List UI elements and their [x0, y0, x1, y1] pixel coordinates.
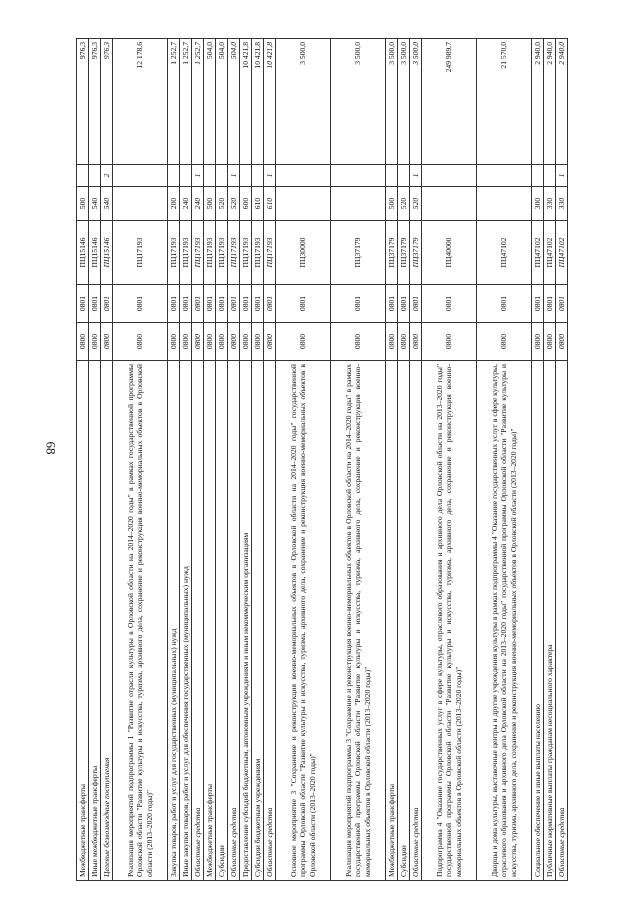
expense-type-code: [477, 187, 532, 221]
target-article-code: ПЦ17193: [264, 221, 276, 285]
row-name: Областные средства: [556, 361, 568, 881]
section-code: 0800: [216, 323, 228, 361]
row-name: Основное мероприятие 3 "Сохранение и реконструкция военно-мемориальных объектов в Орловской области на 2014–2020 годы" государственной программы Орловской области "Развитие культуры и искусства, туризма, архивного дела, сохранение и реконструкция военно-мемориальных объектов в Орловской области (2013–2020 годы)": [276, 361, 331, 881]
expense-type-code: 520: [228, 187, 240, 221]
table-row: [398, 39, 410, 881]
section-code: 0800: [228, 323, 240, 361]
table-row: [77, 39, 89, 881]
row-name: Субсидии бюджетным учреждениям: [252, 361, 264, 881]
amount: 1 252,7: [192, 39, 204, 165]
row-name: Областные средства: [228, 361, 240, 881]
target-article-code: ПЦ47102: [556, 221, 568, 285]
section-code: 0800: [180, 323, 192, 361]
expense-type-code: [331, 187, 386, 221]
section-code: 0800: [240, 323, 252, 361]
expense-type-code: 600: [240, 187, 252, 221]
source-code: [240, 165, 252, 187]
expense-type-code: 330: [544, 187, 556, 221]
row-name: Межбюджетные трансферты: [77, 361, 89, 881]
section-code: 0800: [556, 323, 568, 361]
target-article-code: ПЦ15146: [89, 221, 101, 285]
row-name: Иные межбюджетные трансферты: [89, 361, 101, 881]
row-name: Реализация мероприятий подпрограммы 3 "Сохранение и реконструкция военно-мемориальных объектов в Орловской области на 2014–2020 годы" в рамках государственной программы Орловской области "Развитие культуры и искусства, туризма, архивного дела, сохранение и реконструкция военно-мемориальных объектов в Орловской области (2013–2020 годы)": [331, 361, 386, 881]
table-row: [264, 39, 276, 881]
table-row: [410, 39, 422, 881]
row-name: Областные средства: [410, 361, 422, 881]
amount: 504,0: [204, 39, 216, 165]
row-name: Областные средства: [192, 361, 204, 881]
section-code: 0800: [331, 323, 386, 361]
target-article-code: ПЦ47102: [477, 221, 532, 285]
subsection-code: 0801: [422, 285, 477, 323]
expense-type-code: 200: [168, 187, 180, 221]
row-name: Субсидии: [216, 361, 228, 881]
amount: 3 500,0: [386, 39, 398, 165]
section-code: 0800: [386, 323, 398, 361]
subsection-code: 0801: [544, 285, 556, 323]
target-article-code: ПЦ40000: [422, 221, 477, 285]
target-article-code: ПЦ17193: [192, 221, 204, 285]
row-name: Публичные нормативные выплаты гражданам несоциального характера: [544, 361, 556, 881]
expense-type-code: 610: [252, 187, 264, 221]
section-code: 0800: [398, 323, 410, 361]
expense-type-code: 520: [410, 187, 422, 221]
subsection-code: 0801: [240, 285, 252, 323]
amount: 249 989,7: [422, 39, 477, 165]
amount: 1 252,7: [168, 39, 180, 165]
source-code: [204, 165, 216, 187]
subsection-code: 0801: [192, 285, 204, 323]
target-article-code: ПЦ17193: [240, 221, 252, 285]
amount: 10 421,8: [264, 39, 276, 165]
target-article-code: ПЦ17193: [113, 221, 168, 285]
row-name: Иные закупки товаров, работ и услуг для обеспечения государственных (муниципальных) нужд: [180, 361, 192, 881]
source-code: [532, 165, 544, 187]
target-article-code: ПЦ37179: [331, 221, 386, 285]
source-code: [331, 165, 386, 187]
row-name: Областные средства: [264, 361, 276, 881]
row-name: Подпрограмма 4 "Оказание государственных услуг в сфере культуры, отраслевого образования и архивного дела Орловской области на 2013–2020 годы" государственной программы Орловской области "Развитие культуры и искусства, туризма, архивного дела, сохранение и реконструкция военно-мемориальных объектов в Орловской области (2013–2020 годы)": [422, 361, 477, 881]
table-row: [192, 39, 204, 881]
source-code: [168, 165, 180, 187]
source-code: 2: [101, 165, 113, 187]
row-name: Целевые безвозмездные поступления: [101, 361, 113, 881]
section-code: 0800: [168, 323, 180, 361]
expense-type-code: [276, 187, 331, 221]
table-row: [89, 39, 101, 881]
table-row: [477, 39, 532, 881]
table-row: [276, 39, 331, 881]
section-code: 0800: [77, 323, 89, 361]
subsection-code: 0801: [264, 285, 276, 323]
source-code: [216, 165, 228, 187]
section-code: 0800: [276, 323, 331, 361]
subsection-code: 0801: [252, 285, 264, 323]
row-name: Социальное обеспечение и иные выплаты населению: [532, 361, 544, 881]
table-row: [216, 39, 228, 881]
expense-type-code: 520: [216, 187, 228, 221]
target-article-code: ПЦ37179: [386, 221, 398, 285]
subsection-code: 0801: [216, 285, 228, 323]
source-code: [276, 165, 331, 187]
subsection-code: 0801: [532, 285, 544, 323]
subsection-code: 0801: [410, 285, 422, 323]
source-code: [422, 165, 477, 187]
table-row: [101, 39, 113, 881]
amount: 2 940,0: [532, 39, 544, 165]
target-article-code: ПЦ17193: [252, 221, 264, 285]
source-code: 1: [556, 165, 568, 187]
amount: 12 178,6: [113, 39, 168, 165]
table-row: [168, 39, 180, 881]
amount: 504,0: [228, 39, 240, 165]
amount: 21 570,0: [477, 39, 532, 165]
expense-type-code: 500: [204, 187, 216, 221]
target-article-code: ПЦ17193: [168, 221, 180, 285]
source-code: [180, 165, 192, 187]
expense-type-code: [113, 187, 168, 221]
amount: 1 252,7: [180, 39, 192, 165]
table-row: [228, 39, 240, 881]
section-code: 0800: [544, 323, 556, 361]
subsection-code: 0801: [398, 285, 410, 323]
target-article-code: ПЦ17193: [228, 221, 240, 285]
table-row: [386, 39, 398, 881]
row-name: Реализация мероприятий подпрограммы 1 "Развитие отрасли культуры в Орловской области на 2014–2020 годы" в рамках государственной программы Орловской области "Развитие культуры и искусства, туризма, архивного дела, сохранение и реконструкция военно-мемориальных объектов в Орловской области (2013–2020 годы)": [113, 361, 168, 881]
target-article-code: ПЦ15146: [77, 221, 89, 285]
source-code: [477, 165, 532, 187]
expense-type-code: 300: [532, 187, 544, 221]
amount: 976,3: [89, 39, 101, 165]
subsection-code: 0801: [386, 285, 398, 323]
amount: 976,3: [101, 39, 113, 165]
subsection-code: 0801: [556, 285, 568, 323]
subsection-code: 0801: [113, 285, 168, 323]
table-row: [422, 39, 477, 881]
row-name: Субсидии: [398, 361, 410, 881]
target-article-code: ПЦ47102: [544, 221, 556, 285]
amount: 3 500,0: [331, 39, 386, 165]
target-article-code: ПЦ15146: [101, 221, 113, 285]
source-code: [89, 165, 101, 187]
amount: 976,3: [77, 39, 89, 165]
target-article-code: ПЦ37179: [410, 221, 422, 285]
source-code: 1: [264, 165, 276, 187]
row-name: Дворцы и дома культуры, выставочные центры и другие учреждения культуры в рамках подпрограммы 4 "Оказание государственных услуг в сфере культуры, отраслевого образования и архивного дела Орловской области на 2013–2020 годы" государственной программы Орловской области "Развитие культуры и искусства, туризма, архивного дела, сохранение и реконструкция военно-мемориальных объектов в Орловской области (2013–2020 годы)": [477, 361, 532, 881]
section-code: 0800: [532, 323, 544, 361]
target-article-code: ПЦ30000: [276, 221, 331, 285]
section-code: 0800: [204, 323, 216, 361]
section-code: 0800: [252, 323, 264, 361]
source-code: [252, 165, 264, 187]
section-code: 0800: [113, 323, 168, 361]
target-article-code: ПЦ17193: [204, 221, 216, 285]
expense-type-code: [422, 187, 477, 221]
subsection-code: 0801: [101, 285, 113, 323]
expense-type-code: 240: [180, 187, 192, 221]
target-article-code: ПЦ37179: [398, 221, 410, 285]
row-name: Закупка товаров, работ и услуг для государственных (муниципальных) нужд: [168, 361, 180, 881]
subsection-code: 0801: [77, 285, 89, 323]
source-code: [398, 165, 410, 187]
table-row: [331, 39, 386, 881]
amount: 504,0: [216, 39, 228, 165]
source-code: 1: [228, 165, 240, 187]
subsection-code: 0801: [228, 285, 240, 323]
subsection-code: 0801: [477, 285, 532, 323]
source-code: [386, 165, 398, 187]
subsection-code: 0801: [89, 285, 101, 323]
expense-type-code: 500: [386, 187, 398, 221]
expense-type-code: 520: [398, 187, 410, 221]
amount: 2 940,0: [544, 39, 556, 165]
target-article-code: ПЦ17193: [180, 221, 192, 285]
subsection-code: 0801: [204, 285, 216, 323]
expense-type-code: 540: [101, 187, 113, 221]
budget-table: [76, 38, 568, 881]
subsection-code: 0801: [168, 285, 180, 323]
section-code: 0800: [422, 323, 477, 361]
table-row: [204, 39, 216, 881]
amount: 3 500,0: [398, 39, 410, 165]
table-row: [240, 39, 252, 881]
row-name: Межбюджетные трансферты: [204, 361, 216, 881]
source-code: [544, 165, 556, 187]
section-code: 0800: [477, 323, 532, 361]
expense-type-code: 330: [556, 187, 568, 221]
table-row: [556, 39, 568, 881]
section-code: 0800: [101, 323, 113, 361]
amount: 2 940,0: [556, 39, 568, 165]
section-code: 0800: [89, 323, 101, 361]
source-code: 1: [410, 165, 422, 187]
target-article-code: ПЦ17193: [216, 221, 228, 285]
rotated-page: [76, 39, 601, 881]
source-code: [77, 165, 89, 187]
table-row: [532, 39, 544, 881]
source-code: [113, 165, 168, 187]
section-code: 0800: [192, 323, 204, 361]
subsection-code: 0801: [276, 285, 331, 323]
expense-type-code: 540: [89, 187, 101, 221]
subsection-code: 0801: [180, 285, 192, 323]
table-row: [180, 39, 192, 881]
row-name: Межбюджетные трансферты: [386, 361, 398, 881]
subsection-code: 0801: [331, 285, 386, 323]
source-code: 1: [192, 165, 204, 187]
section-code: 0800: [410, 323, 422, 361]
section-code: 0800: [264, 323, 276, 361]
expense-type-code: 500: [77, 187, 89, 221]
amount: 10 421,8: [240, 39, 252, 165]
table-row: [544, 39, 556, 881]
amount: 10 421,8: [252, 39, 264, 165]
amount: 3 500,0: [276, 39, 331, 165]
target-article-code: ПЦ47102: [532, 221, 544, 285]
expense-type-code: 240: [192, 187, 204, 221]
expense-type-code: 610: [264, 187, 276, 221]
table-row: [252, 39, 264, 881]
page-number: 68: [43, 441, 59, 455]
row-name: Предоставление субсидий бюджетным, автономным учреждениям и иным некоммерческим организациям: [240, 361, 252, 881]
amount: 3 500,0: [410, 39, 422, 165]
table-row: [113, 39, 168, 881]
